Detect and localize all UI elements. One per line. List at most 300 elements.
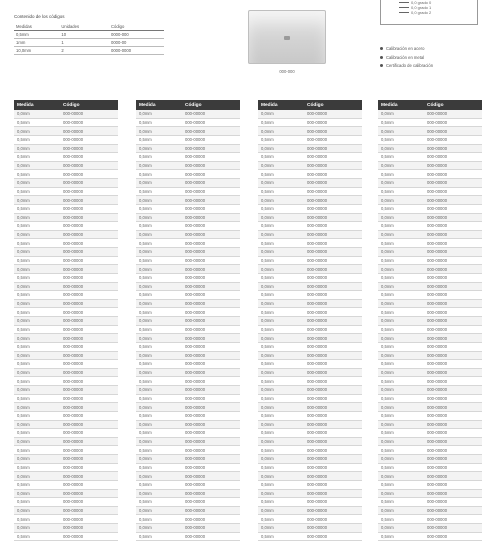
measure-cell: 0,0mm <box>139 387 152 393</box>
code-cell: 000-00000 <box>63 137 84 143</box>
code-cell: 000-00000 <box>185 257 206 263</box>
code-cell: 000-00000 <box>307 318 328 324</box>
table-row <box>14 343 118 352</box>
table-row <box>258 326 362 335</box>
measure-cell: 0,0mm <box>17 404 30 410</box>
table-row <box>14 188 118 197</box>
code-cell: 000-00000 <box>185 516 206 522</box>
table-row <box>14 421 118 430</box>
code-cell: 000-00000 <box>185 249 206 255</box>
table-row <box>136 162 240 171</box>
measure-cell: 0,0mm <box>17 214 30 220</box>
code-cell: 000-00000 <box>307 206 328 212</box>
code-cell: 000-00000 <box>185 145 206 151</box>
code-cell: 000-00000 <box>307 490 328 496</box>
measure-cell: 0,5mm <box>381 413 394 419</box>
table-row <box>378 145 482 154</box>
table-row <box>378 334 482 343</box>
table-row <box>258 317 362 326</box>
measure-cell: 0,5mm <box>17 240 30 246</box>
summary-row <box>14 31 164 39</box>
table-row <box>258 481 362 490</box>
code-table-body <box>378 110 482 541</box>
table-row <box>136 265 240 274</box>
table-row <box>378 153 482 162</box>
grade-label: 0,0 grado 2 <box>411 10 432 15</box>
table-row <box>14 239 118 248</box>
code-cell: 000-00000 <box>307 111 328 117</box>
note-item <box>380 46 480 52</box>
note-text: Calibración en metal <box>386 54 425 60</box>
measure-cell: 0,0mm <box>381 128 394 134</box>
code-cell: 000-00000 <box>185 499 206 505</box>
code-cell: 000-00000 <box>427 447 448 453</box>
measure-cell: 0,0mm <box>17 439 30 445</box>
code-cell: 000-00000 <box>307 413 328 419</box>
table-row <box>378 533 482 541</box>
code-table-header <box>136 100 240 110</box>
code-cell: 000-00000 <box>185 275 206 281</box>
measure-cell: 0,0mm <box>139 197 152 203</box>
measure-cell: 0,0mm <box>381 421 394 427</box>
code-cell: 000-00000 <box>427 240 448 246</box>
table-row <box>378 170 482 179</box>
measure-cell: 0,5mm <box>381 206 394 212</box>
measure-cell: 0,5mm <box>139 240 152 246</box>
measure-cell: 0,5mm <box>381 275 394 281</box>
code-cell: 000-00000 <box>307 473 328 479</box>
table-row <box>258 214 362 223</box>
code-cell: 000-00000 <box>427 137 448 143</box>
measure-cell: 0,5mm <box>381 464 394 470</box>
table-row <box>14 464 118 473</box>
code-cell: 000-00000 <box>185 180 206 186</box>
measure-cell: 0,5mm <box>381 447 394 453</box>
table-row <box>258 429 362 438</box>
table-row <box>378 524 482 533</box>
table-row <box>258 524 362 533</box>
table-row <box>136 300 240 309</box>
table-row <box>258 110 362 119</box>
code-cell: 000-00000 <box>427 119 448 125</box>
code-cell: 000-00000 <box>185 119 206 125</box>
table-row <box>136 196 240 205</box>
measure-cell: 0,0mm <box>139 508 152 514</box>
summary-cell: 0000-0000 <box>109 47 164 55</box>
measure-cell: 0,0mm <box>139 456 152 462</box>
table-row <box>258 239 362 248</box>
measure-cell: 0,0mm <box>139 145 152 151</box>
measure-cell: 0,0mm <box>381 249 394 255</box>
measure-cell: 0,0mm <box>261 421 274 427</box>
table-row <box>14 326 118 335</box>
measure-cell: 0,5mm <box>139 171 152 177</box>
code-cell: 000-00000 <box>427 223 448 229</box>
measure-cell: 0,0mm <box>381 318 394 324</box>
table-row <box>258 533 362 541</box>
code-cell: 000-00000 <box>427 188 448 194</box>
table-row <box>136 274 240 283</box>
table-row <box>378 369 482 378</box>
measure-cell: 0,0mm <box>381 490 394 496</box>
measure-cell: 0,0mm <box>17 352 30 358</box>
measure-cell: 0,0mm <box>139 111 152 117</box>
measure-cell: 0,5mm <box>139 482 152 488</box>
code-cell: 000-00000 <box>63 421 84 427</box>
code-cell: 000-00000 <box>185 508 206 514</box>
measure-cell: 0,0mm <box>381 370 394 376</box>
table-row <box>258 196 362 205</box>
code-cell: 000-00000 <box>427 214 448 220</box>
code-cell: 000-00000 <box>63 206 84 212</box>
code-cell: 000-00000 <box>63 188 84 194</box>
bullet-icon <box>380 56 383 59</box>
code-cell: 000-00000 <box>307 352 328 358</box>
table-row <box>14 308 118 317</box>
note-text: Certificado de calibración <box>386 63 434 68</box>
code-cell: 000-00000 <box>63 128 84 134</box>
table-row <box>378 377 482 386</box>
table-row <box>136 481 240 490</box>
code-cell: 000-00000 <box>63 344 84 350</box>
code-cell: 000-00000 <box>63 145 84 151</box>
measure-cell: 0,5mm <box>139 344 152 350</box>
measure-cell: 0,0mm <box>139 525 152 531</box>
grades-box <box>380 0 478 25</box>
measure-cell: 0,0mm <box>261 387 274 393</box>
table-row <box>378 136 482 145</box>
table-row <box>136 377 240 386</box>
table-row <box>136 515 240 524</box>
code-cell: 000-00000 <box>63 171 84 177</box>
measure-cell: 0,5mm <box>139 533 152 539</box>
measure-cell: 0,0mm <box>139 404 152 410</box>
table-row <box>258 265 362 274</box>
table-row <box>136 308 240 317</box>
code-cell: 000-00000 <box>427 197 448 203</box>
measure-cell: 0,0mm <box>381 335 394 341</box>
measure-cell: 0,5mm <box>261 430 274 436</box>
table-row <box>136 472 240 481</box>
measure-cell: 0,0mm <box>381 214 394 220</box>
table-row <box>378 438 482 447</box>
measure-cell: 0,0mm <box>381 266 394 272</box>
measure-cell: 0,0mm <box>261 404 274 410</box>
table-row <box>258 308 362 317</box>
table-row <box>136 360 240 369</box>
measure-cell: 0,5mm <box>17 206 30 212</box>
code-table-header <box>378 100 482 110</box>
table-row <box>136 145 240 154</box>
measure-cell: 0,5mm <box>17 119 30 125</box>
code-cell: 000-00000 <box>427 283 448 289</box>
code-cell: 000-00000 <box>427 490 448 496</box>
measure-cell: 0,5mm <box>17 137 30 143</box>
measure-cell: 0,0mm <box>139 370 152 376</box>
code-cell: 000-00000 <box>63 490 84 496</box>
code-table-body <box>258 110 362 541</box>
code-cell: 000-00000 <box>307 508 328 514</box>
measure-cell: 0,5mm <box>139 499 152 505</box>
measure-cell: 0,5mm <box>381 309 394 315</box>
measure-cell: 0,5mm <box>261 533 274 539</box>
summary-row <box>14 39 164 47</box>
table-row <box>378 214 482 223</box>
measure-cell: 0,5mm <box>261 275 274 281</box>
measure-cell: 0,5mm <box>261 206 274 212</box>
code-cell: 000-00000 <box>185 447 206 453</box>
table-row <box>136 412 240 421</box>
measure-cell: 0,5mm <box>381 223 394 229</box>
code-cell: 000-00000 <box>63 499 84 505</box>
code-cell: 000-00000 <box>185 326 206 332</box>
table-row <box>258 352 362 361</box>
code-cell: 000-00000 <box>307 439 328 445</box>
product-image <box>246 10 328 76</box>
header-code: Código <box>427 102 444 108</box>
measure-cell: 0,5mm <box>381 378 394 384</box>
code-cell: 000-00000 <box>427 318 448 324</box>
measure-cell: 0,5mm <box>139 309 152 315</box>
code-cell: 000-00000 <box>185 197 206 203</box>
table-row <box>14 274 118 283</box>
table-row <box>258 438 362 447</box>
code-cell: 000-00000 <box>185 214 206 220</box>
table-row <box>136 205 240 214</box>
code-cell: 000-00000 <box>63 309 84 315</box>
measure-cell: 0,5mm <box>139 361 152 367</box>
measure-cell: 0,5mm <box>139 119 152 125</box>
code-cell: 000-00000 <box>63 508 84 514</box>
code-cell: 000-00000 <box>307 326 328 332</box>
table-row <box>258 119 362 128</box>
table-row <box>378 464 482 473</box>
table-row <box>136 352 240 361</box>
code-cell: 000-00000 <box>427 456 448 462</box>
table-row <box>14 196 118 205</box>
measure-cell: 0,0mm <box>17 301 30 307</box>
code-cell: 000-00000 <box>63 404 84 410</box>
summary-cell: 1mm <box>14 39 59 47</box>
feature-notes <box>380 46 480 72</box>
code-cell: 000-00000 <box>185 223 206 229</box>
measure-cell: 0,5mm <box>139 137 152 143</box>
measure-cell: 0,0mm <box>139 283 152 289</box>
code-cell: 000-00000 <box>185 292 206 298</box>
table-row <box>14 231 118 240</box>
measure-cell: 0,0mm <box>381 232 394 238</box>
table-row <box>258 136 362 145</box>
code-cell: 000-00000 <box>63 249 84 255</box>
table-row <box>378 352 482 361</box>
summary-cell: 10,0mm <box>14 47 59 55</box>
table-row <box>378 239 482 248</box>
grade-label: 0,0 grado 1 <box>411 5 432 10</box>
code-cell: 000-00000 <box>63 154 84 160</box>
measure-cell: 0,0mm <box>17 525 30 531</box>
measure-cell: 0,0mm <box>381 111 394 117</box>
note-item <box>380 63 480 69</box>
table-row <box>136 369 240 378</box>
table-row <box>378 205 482 214</box>
code-cell: 000-00000 <box>307 292 328 298</box>
code-table-body <box>14 110 118 541</box>
table-row <box>378 326 482 335</box>
table-row <box>136 188 240 197</box>
code-cell: 000-00000 <box>63 525 84 531</box>
table-row <box>258 412 362 421</box>
code-cell: 000-00000 <box>63 326 84 332</box>
table-row <box>378 265 482 274</box>
arrow-icon <box>399 2 409 3</box>
measure-cell: 0,0mm <box>139 318 152 324</box>
code-cell: 000-00000 <box>63 283 84 289</box>
measure-cell: 0,5mm <box>261 119 274 125</box>
code-cell: 000-00000 <box>185 430 206 436</box>
code-cell: 000-00000 <box>427 370 448 376</box>
measure-cell: 0,5mm <box>381 482 394 488</box>
table-row <box>14 377 118 386</box>
table-row <box>14 317 118 326</box>
code-cell: 000-00000 <box>427 275 448 281</box>
code-cell: 000-00000 <box>307 188 328 194</box>
table-row <box>258 377 362 386</box>
table-row <box>14 214 118 223</box>
measure-cell: 0,0mm <box>261 318 274 324</box>
summary-header-cell: Medidas <box>14 23 59 31</box>
table-row <box>136 403 240 412</box>
measure-cell: 0,5mm <box>17 223 30 229</box>
measure-cell: 0,0mm <box>381 283 394 289</box>
gauge-block-image <box>248 10 326 64</box>
measure-cell: 0,5mm <box>261 240 274 246</box>
code-table-body <box>136 110 240 541</box>
summary-cell: 0000-000 <box>109 31 164 39</box>
table-row <box>258 274 362 283</box>
table-row <box>14 438 118 447</box>
table-row <box>136 179 240 188</box>
measure-cell: 0,5mm <box>381 137 394 143</box>
measure-cell: 0,0mm <box>261 249 274 255</box>
measure-cell: 0,0mm <box>17 163 30 169</box>
table-row <box>14 179 118 188</box>
measure-cell: 0,0mm <box>139 214 152 220</box>
table-row <box>378 360 482 369</box>
table-row <box>14 110 118 119</box>
measure-cell: 0,0mm <box>139 249 152 255</box>
code-cell: 000-00000 <box>63 111 84 117</box>
measure-cell: 0,0mm <box>381 145 394 151</box>
table-row <box>258 360 362 369</box>
measure-cell: 0,5mm <box>17 188 30 194</box>
measure-cell: 0,5mm <box>17 447 30 453</box>
table-row <box>136 334 240 343</box>
summary-cell: 0000-00 <box>109 39 164 47</box>
code-cell: 000-00000 <box>427 292 448 298</box>
code-cell: 000-00000 <box>427 257 448 263</box>
measure-cell: 0,5mm <box>261 361 274 367</box>
table-row <box>258 472 362 481</box>
code-cell: 000-00000 <box>307 163 328 169</box>
table-row <box>14 300 118 309</box>
grade-label: 0,0 grado 0 <box>411 0 432 5</box>
table-row <box>378 481 482 490</box>
measure-cell: 0,5mm <box>139 275 152 281</box>
table-row <box>378 498 482 507</box>
code-cell: 000-00000 <box>307 533 328 539</box>
measure-cell: 0,0mm <box>381 387 394 393</box>
measure-cell: 0,5mm <box>139 378 152 384</box>
table-row <box>378 472 482 481</box>
measure-cell: 0,0mm <box>17 232 30 238</box>
measure-cell: 0,5mm <box>17 413 30 419</box>
code-cell: 000-00000 <box>185 361 206 367</box>
summary-header-cell: Unidades <box>59 23 109 31</box>
table-row <box>378 317 482 326</box>
code-cell: 000-00000 <box>307 456 328 462</box>
table-row <box>258 403 362 412</box>
measure-cell: 0,5mm <box>17 275 30 281</box>
table-row <box>378 110 482 119</box>
table-row <box>378 196 482 205</box>
table-row <box>378 412 482 421</box>
measure-cell: 0,0mm <box>139 163 152 169</box>
measure-cell: 0,0mm <box>381 352 394 358</box>
measure-cell: 0,5mm <box>139 223 152 229</box>
code-cell: 000-00000 <box>427 145 448 151</box>
code-cell: 000-00000 <box>427 525 448 531</box>
measure-cell: 0,0mm <box>381 525 394 531</box>
code-cell: 000-00000 <box>63 180 84 186</box>
measure-cell: 0,0mm <box>381 473 394 479</box>
table-row <box>14 481 118 490</box>
table-row <box>136 386 240 395</box>
code-cell: 000-00000 <box>307 180 328 186</box>
code-cell: 000-00000 <box>185 421 206 427</box>
measure-cell: 0,5mm <box>381 154 394 160</box>
header-code: Código <box>307 102 324 108</box>
code-cell: 000-00000 <box>307 266 328 272</box>
code-cell: 000-00000 <box>427 171 448 177</box>
measure-cell: 0,5mm <box>139 395 152 401</box>
measure-cell: 0,5mm <box>17 344 30 350</box>
measure-cell: 0,0mm <box>17 111 30 117</box>
table-row <box>258 162 362 171</box>
measure-cell: 0,5mm <box>381 257 394 263</box>
measure-cell: 0,5mm <box>17 292 30 298</box>
measure-cell: 0,0mm <box>261 352 274 358</box>
code-cell: 000-00000 <box>427 111 448 117</box>
table-row <box>378 403 482 412</box>
table-row <box>14 472 118 481</box>
measure-cell: 0,0mm <box>261 180 274 186</box>
table-row <box>14 257 118 266</box>
code-cell: 000-00000 <box>427 309 448 315</box>
measure-cell: 0,5mm <box>261 188 274 194</box>
summary-table <box>14 14 164 55</box>
table-row <box>136 343 240 352</box>
table-row <box>136 446 240 455</box>
summary-caption: Contenido de los códigos <box>14 14 65 19</box>
table-row <box>14 455 118 464</box>
code-cell: 000-00000 <box>427 301 448 307</box>
table-row <box>136 136 240 145</box>
measure-cell: 0,0mm <box>17 421 30 427</box>
code-cell: 000-00000 <box>63 223 84 229</box>
measure-cell: 0,0mm <box>261 525 274 531</box>
code-cell: 000-00000 <box>427 163 448 169</box>
table-row <box>258 179 362 188</box>
